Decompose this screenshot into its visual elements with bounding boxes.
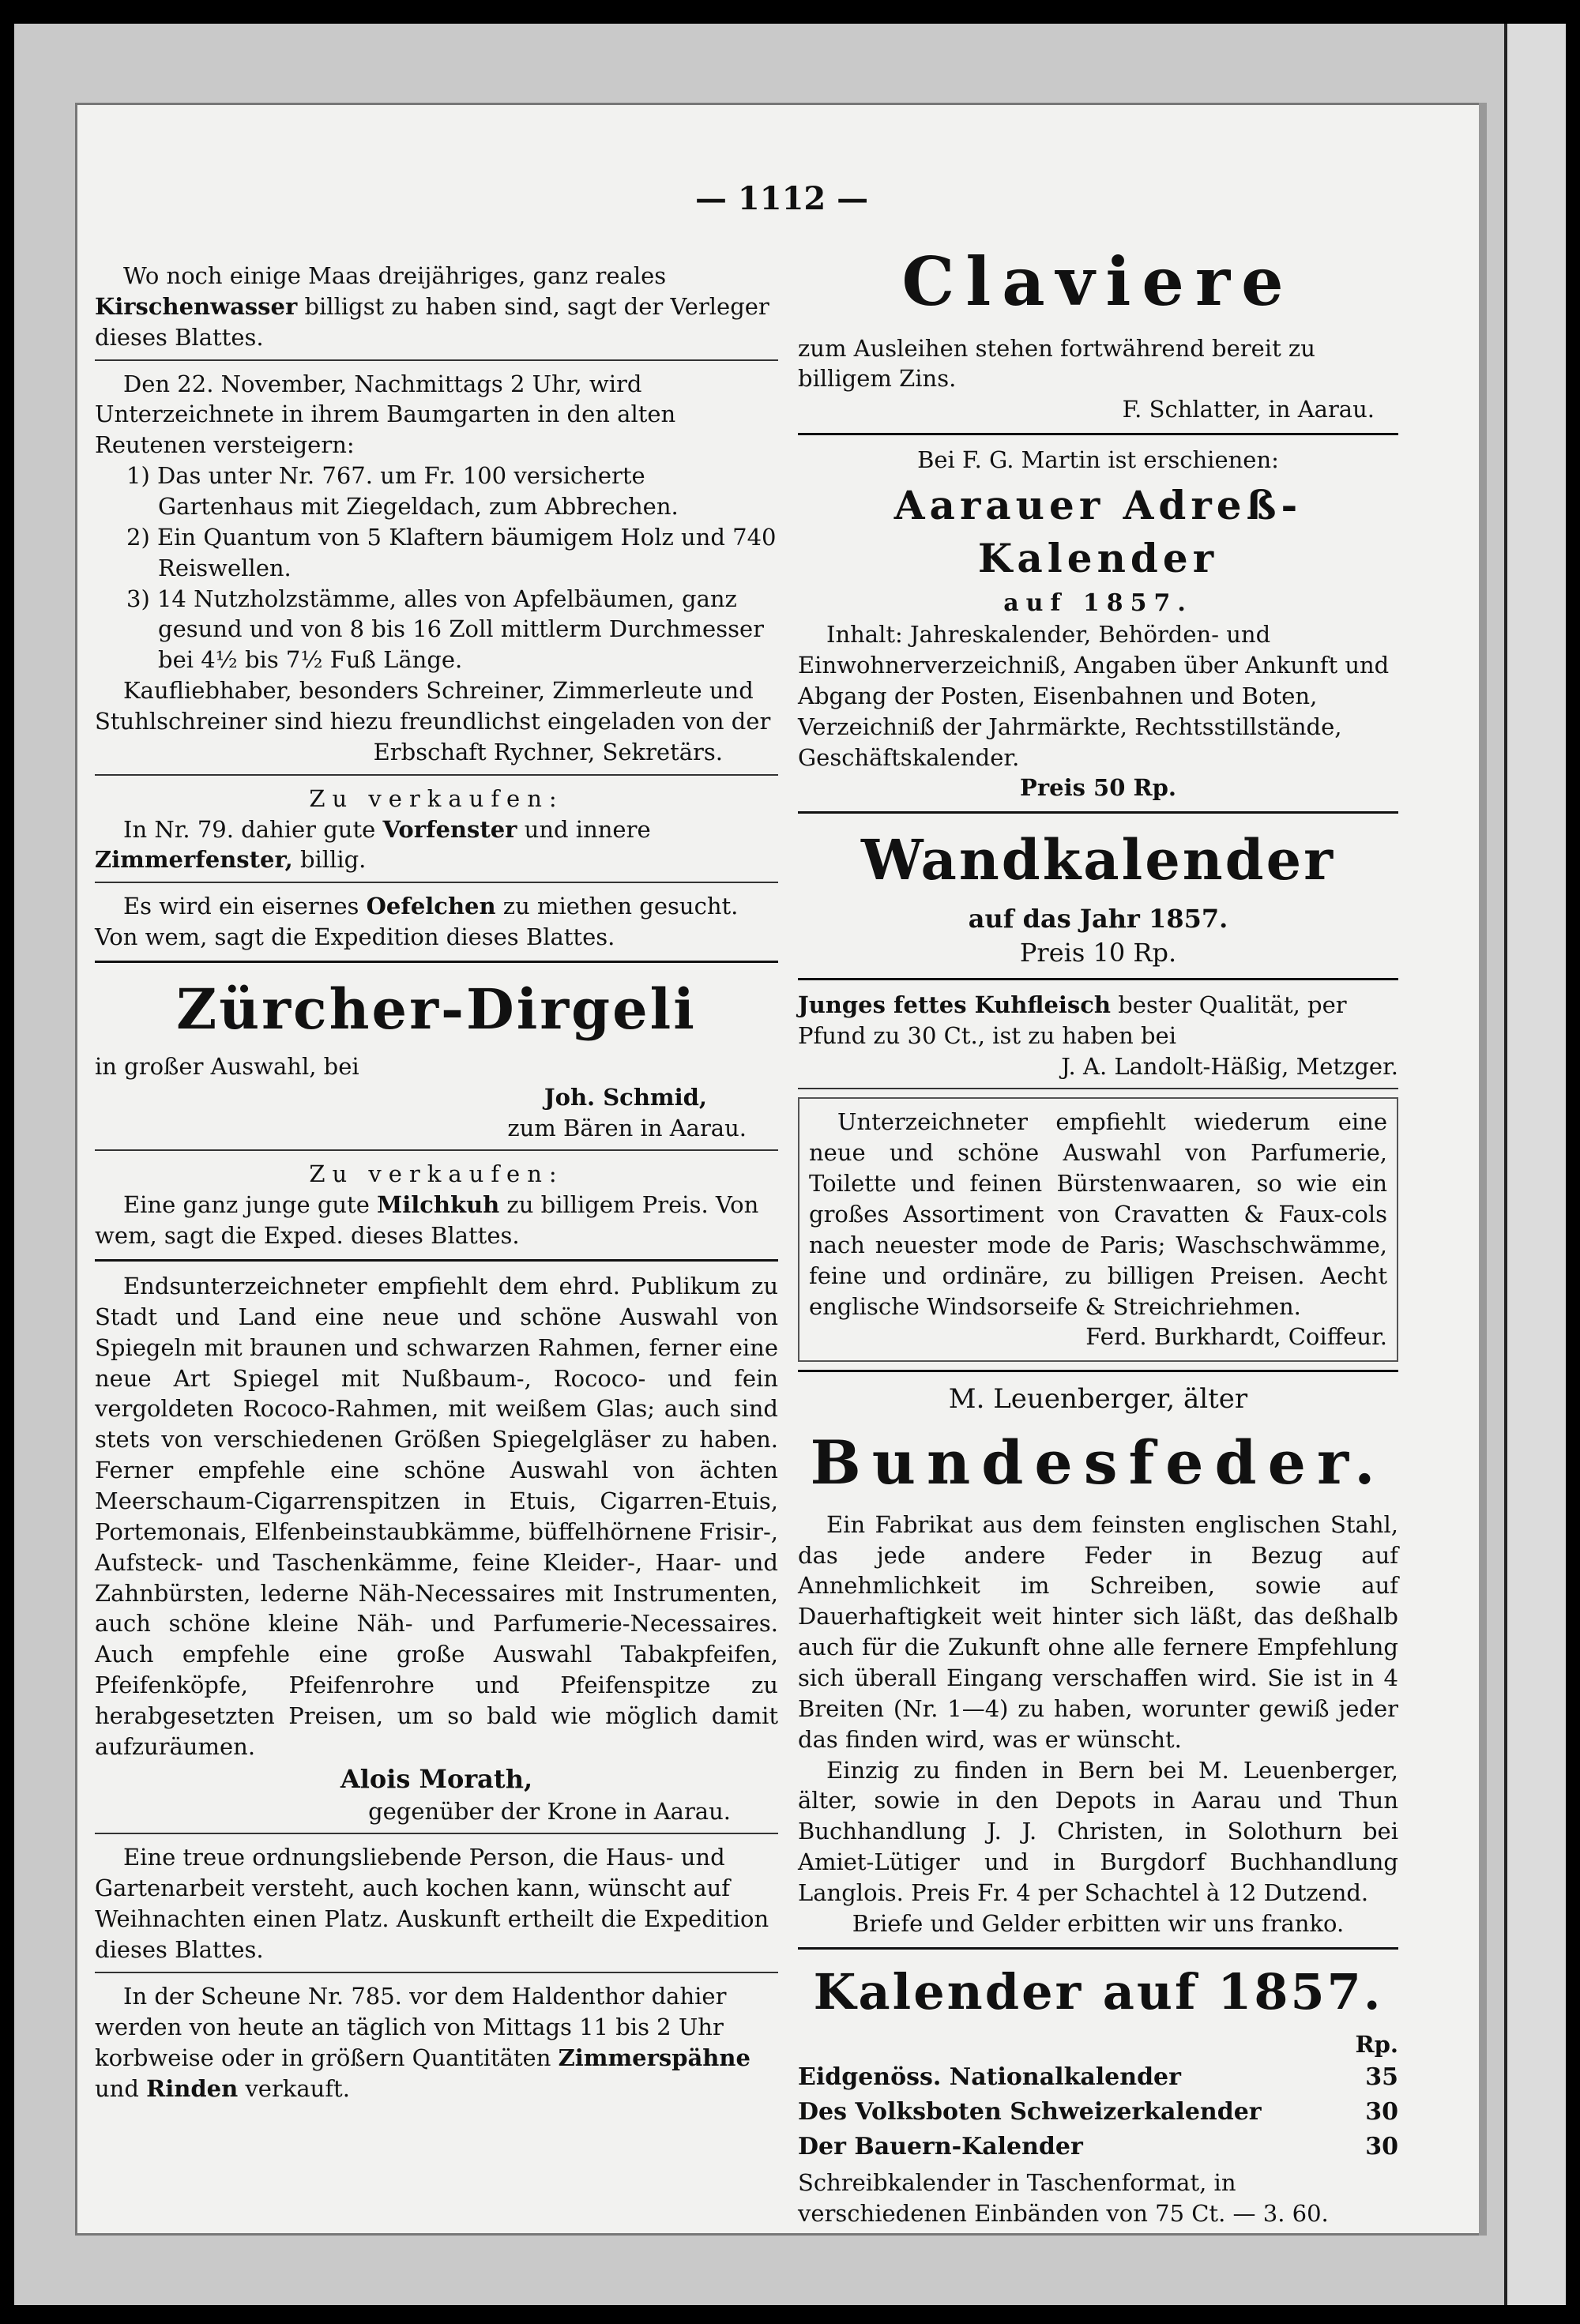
ad-oefelchen — [95, 891, 778, 953]
ad-signature: F. Schlatter, in Aarau. — [1122, 396, 1375, 423]
adjacent-page-strip — [1504, 24, 1566, 2305]
ad-signature-address: zum Bären in Aarau. — [507, 1114, 747, 1141]
divider — [798, 433, 1398, 435]
ad-adresskalender — [798, 445, 1398, 803]
divider — [95, 1833, 778, 1834]
divider — [798, 1370, 1398, 1372]
divider — [95, 1972, 778, 1973]
ad-keyword: Junges fettes Kuhfleisch — [798, 991, 1111, 1018]
ad-claviere — [798, 238, 1398, 425]
ad-kirschenwasser — [95, 261, 778, 353]
ad-text: und innere — [524, 815, 651, 843]
ad-versteigerung — [95, 369, 778, 768]
ad-price: Preis 50 Rp. — [1020, 774, 1176, 802]
ad-signature: Ferd. Burkhardt, Coiffeur. — [1085, 1323, 1387, 1351]
list-item: 1) Das unter Nr. 767. um Fr. 100 versicherte Gartenhaus mit Ziegeldach, zum Abbrechen. — [126, 462, 679, 521]
table-row — [798, 2130, 1398, 2164]
ad-keyword: Rinden — [146, 2074, 239, 2102]
calendar-price: 30 — [1365, 2097, 1398, 2126]
ad-signature: J. A. Landolt-Häßig, Metzger. — [1061, 1052, 1398, 1080]
divider — [95, 774, 778, 776]
ad-text: zum Ausleihen stehen fortwährend bereit zu billigem Zins. — [798, 334, 1315, 393]
ad-title: Zürcher-Dirgeli — [176, 976, 697, 1043]
ad-text: Wo noch einige Maas dreijähriges, ganz reales — [123, 262, 667, 289]
right-column — [798, 233, 1398, 2234]
calendar-price: 30 — [1365, 2133, 1398, 2161]
ad-zimmerspaehne — [95, 1981, 778, 2104]
ad-stelle — [95, 1842, 778, 1965]
ad-heading: M. Leuenberger, älter — [948, 1383, 1248, 1416]
ad-wandkalender — [798, 823, 1398, 970]
list-item: 3) 14 Nutzholzstämme, alles von Apfelbäumen, ganz gesund und von 8 bis 16 Zoll mittlerm Durchmesser bei 4½ bis 7½ Fuß Länge. — [126, 585, 764, 674]
ad-milchkuh — [95, 1159, 778, 1251]
ad-text: In Nr. 79. dahier gute — [123, 815, 376, 843]
divider — [95, 961, 778, 963]
ad-keyword: Zimmerspähne — [558, 2044, 750, 2071]
ad-price: Preis 10 Rp. — [1019, 938, 1177, 968]
ad-heading: Zu verkaufen: — [309, 1160, 564, 1188]
ad-kuhfleisch — [798, 990, 1398, 1082]
calendar-name: Eidgenöss. Nationalkalender — [798, 2063, 1181, 2091]
divider — [798, 1947, 1398, 1950]
table-row — [798, 2095, 1398, 2130]
ad-text: Endsunterzeichneter empfiehlt dem ehrd. Publikum zu Stadt und Land eine neue und schöne Auswahl von Spiegeln mit braunen und schwarzen Rahmen, ferner eine neue Art Spiegel mit Nußbaum-, Rococo- und fein vergoldeten Rococo-Rahmen, mit weißem Glas; auch sind stets von verschiedenen Größen Spiegelgläser zu haben. Ferner empfehle eine schöne Auswahl von ächten Meerschaum-Cigarrenspitzen in Etuis, Cigarren-Etuis, Portemonais, Elfenbeinstaubkämme, büffelhörnene Frisir-, Aufsteck- und Taschenkämme, feine Kleider-, Haar- und Zahnbürsten, lederne Näh-Necessaires mit Instrumenten, auch schöne kleine Näh- und Parfumerie-Necessaires. Auch empfehle eine große Auswahl Tabakpfeifen, Pfeifenköpfe, Pfeifenrohre und Pfeifenspitze zu herabgesetzten Preisen, um so bald wie möglich damit aufzuräumen. — [95, 1273, 778, 1760]
ad-text: Eine ganz junge gute — [123, 1191, 370, 1219]
divider — [95, 359, 778, 361]
divider — [95, 1259, 778, 1262]
left-column — [95, 261, 778, 2108]
divider — [798, 1088, 1398, 1089]
ad-heading: Zu verkaufen: — [309, 784, 564, 812]
ad-kalender-1857 — [798, 1959, 1398, 2229]
ad-intro: Den 22. November, Nachmittags 2 Uhr, wird Unterzeichnete in ihrem Baumgarten in den alten Reutenen versteigern: — [95, 370, 676, 459]
ad-text: verkauft. — [245, 2074, 350, 2102]
ad-text: Es wird ein eisernes — [123, 893, 359, 920]
ad-text: Einzig zu finden in Bern bei M. Leuenberger, älter, sowie in den Depots in Aarau und Thun Buchhandlung J. J. Christen, in Solothurn bei Amiet-Lütiger und in Burgdorf Buchhandlung Langlois. Preis Fr. 4 per Schachtel à 12 Dutzend. — [798, 1756, 1398, 1907]
list-item: 2) Ein Quantum von 5 Klaftern bäumigem Holz und 740 Reiswellen. — [126, 523, 777, 581]
ad-text: Briefe und Gelder erbitten wir uns franko. — [852, 1909, 1345, 1937]
divider — [95, 1149, 778, 1151]
ad-signature: Erbschaft Rychner, Sekretärs. — [373, 738, 723, 765]
ad-text: Unterzeichneter empfiehlt wiederum eine neue und schöne Auswahl von Parfumerie, Toilette und feinen Bürstenwaaren, so wie ein großes Assortiment von Cravatten & Faux-cols nach neuester mode de Paris; Waschschwämme, feine und ordinäre, zu billigen Preisen. Aecht englische Windsorseife & Streichriehmen. — [809, 1108, 1387, 1320]
ad-keyword: Milchkuh — [377, 1191, 500, 1219]
ad-text: Ein Fabrikat aus dem feinsten englischen Stahl, das jede andere Feder in Bezug auf Annehmlichkeit im Schreiben, sowie auf Dauerhaftigkeit weit hinter sich läßt, das deßhalb auch für die Zukunft ohne alle fernere Empfehlung sich überall Eingang verschaffen wird. Sie ist in 4 Breiten (Nr. 1—4) zu haben, worunter gewiß jeder das finden wird, was er wünscht. — [798, 1510, 1398, 1753]
divider — [798, 811, 1398, 814]
ad-title: Wandkalender — [861, 827, 1335, 893]
ad-text: billig. — [299, 846, 367, 874]
calendar-name: Des Volksboten Schweizerkalender — [798, 2097, 1262, 2126]
ad-text: in großer Auswahl, bei — [95, 1052, 359, 1080]
ad-signature-address: gegenüber der Krone in Aarau. — [368, 1797, 731, 1825]
page-number: — 1112 — — [695, 180, 869, 217]
ad-text: bester Qualität, per Pfund zu 30 Ct., ist zu haben bei — [798, 991, 1347, 1049]
ad-spiegel — [95, 1271, 778, 1826]
calendar-price-range: 75 Ct. — 3. 60. — [1155, 2200, 1329, 2228]
ad-text: Eine treue ordnungsliebende Person, die Haus- und Gartenarbeit versteht, auch kochen kann, wünscht auf Weihnachten einen Platz. Auskunft ertheilt die Expedition dieses Blattes. — [95, 1844, 769, 1964]
divider — [95, 882, 778, 883]
ad-parfumerie — [798, 1097, 1398, 1362]
ad-text: zu miethen gesucht. Von wem, sagt die Expedition dieses Blattes. — [95, 893, 739, 951]
ad-subtitle: auf das Jahr 1857. — [968, 904, 1228, 934]
ad-bundesfeder — [798, 1382, 1398, 1939]
calendar-price: 35 — [1365, 2063, 1398, 2091]
ad-signature: Alois Morath, — [340, 1763, 533, 1794]
ad-signature: Joh. Schmid, — [544, 1083, 707, 1111]
ad-text: Bei F. G. Martin ist erschienen: — [917, 446, 1279, 474]
ad-text: Inhalt: Jahreskalender, Behörden- und Einwohnerverzeichniß, Angaben über Ankunft und Abgang der Posten, Eisenbahnen und Boten, Verzeichniß der Jahrmärkte, Rechtsstillstände, Geschäftskalender. — [798, 621, 1390, 771]
ad-fenster — [95, 784, 778, 876]
ad-title: Kalender auf 1857. — [813, 1962, 1383, 2021]
ad-title: Bundesfeder. — [810, 1427, 1386, 1498]
ad-text: zu billigem Preis. Von wem, sagt die Exped. dieses Blattes. — [95, 1191, 759, 1250]
ad-title: Claviere — [901, 243, 1295, 321]
ad-title: Aarauer Adreß-Kalender — [893, 481, 1303, 581]
ad-outro: Kaufliebhaber, besonders Schreiner, Zimmerleute und Stuhlschreiner sind hiezu freundlichst eingeladen von der — [95, 677, 771, 735]
ad-text: In der Scheune Nr. 785. vor dem Haldenthor dahier werden von heute an täglich von Mittags 11 bis 2 Uhr korbweise oder in größern Quantitäten — [95, 1982, 727, 2071]
ad-keyword: Kirschenwasser — [95, 292, 298, 320]
auction-list — [95, 461, 778, 675]
ad-text: Schreibkalender in Taschenformat, in verschiedenen Einbänden von — [798, 2169, 1236, 2228]
page-edge — [1479, 103, 1487, 2236]
ad-keyword: Vorfenster — [382, 815, 517, 843]
ad-text: billigst zu haben sind, sagt der Verleger dieses Blattes. — [95, 292, 769, 351]
ad-keyword: Oefelchen — [366, 893, 496, 920]
ad-text: und — [95, 2074, 139, 2102]
ad-dirgeli — [95, 972, 778, 1143]
calendar-name: Der Bauern-Kalender — [798, 2133, 1083, 2161]
kalender-price-table — [798, 2060, 1398, 2165]
table-row — [798, 2060, 1398, 2095]
divider — [798, 978, 1398, 980]
ad-subtitle: auf 1857. — [1003, 589, 1193, 617]
price-unit: Rp. — [1355, 2030, 1398, 2058]
ad-keyword: Zimmerfenster, — [95, 846, 293, 874]
